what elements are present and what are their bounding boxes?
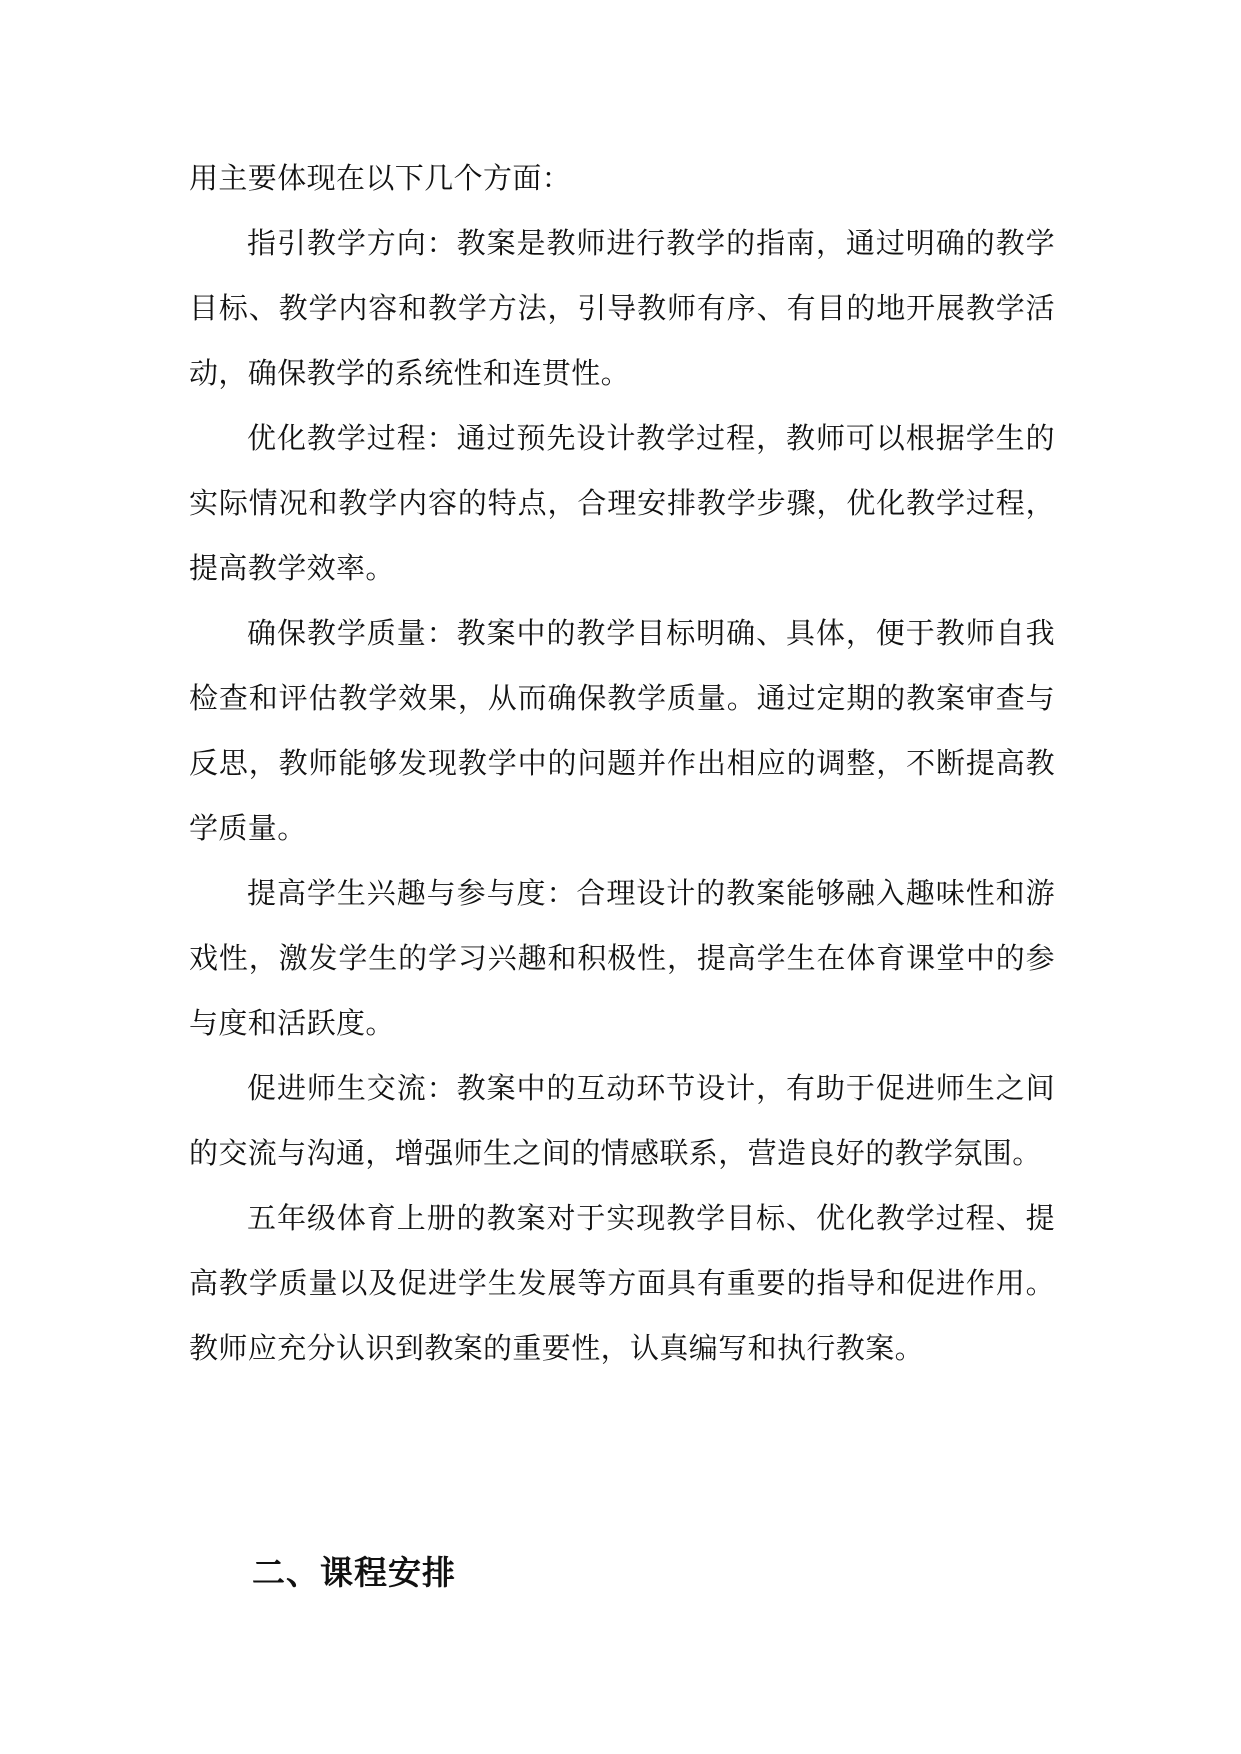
paragraph-summary: 五年级体育上册的教案对于实现教学目标、优化教学过程、提高教学质量以及促进学生发展等方面具有重要的指导和促进作用。教师应充分认识到教案的重要性，认真编写和执行教案。	[189, 1201, 1055, 1365]
section-heading: 二、课程安排	[252, 1553, 456, 1592]
paragraph-ensure-teaching-quality: 确保教学质量：教案中的教学目标明确、具体，便于教师自我检查和评估教学效果，从而确保教学质量。通过定期的教案审查与反思，教师能够发现教学中的问题并作出相应的调整，不断提高教学质量。	[189, 616, 1055, 845]
paragraph-optimize-teaching-process: 优化教学过程：通过预先设计教学过程，教师可以根据学生的实际情况和教学内容的特点，合理安排教学步骤，优化教学过程，提高教学效率。	[189, 421, 1055, 585]
paragraph-student-interest: 提高学生兴趣与参与度：合理设计的教案能够融入趣味性和游戏性，激发学生的学习兴趣和积极性，提高学生在体育课堂中的参与度和活跃度。	[189, 876, 1055, 1040]
body-text	[189, 146, 1055, 1381]
paragraph-teacher-student-communication: 促进师生交流：教案中的互动环节设计，有助于促进师生之间的交流与沟通，增强师生之间的情感联系，营造良好的教学氛围。	[189, 1071, 1055, 1170]
paragraph-continuation: 用主要体现在以下几个方面：	[189, 161, 572, 195]
paragraph-guide-teaching-direction: 指引教学方向：教案是教师进行教学的指南，通过明确的教学目标、教学内容和教学方法，引导教师有序、有目的地开展教学活动，确保教学的系统性和连贯性。	[189, 226, 1055, 390]
